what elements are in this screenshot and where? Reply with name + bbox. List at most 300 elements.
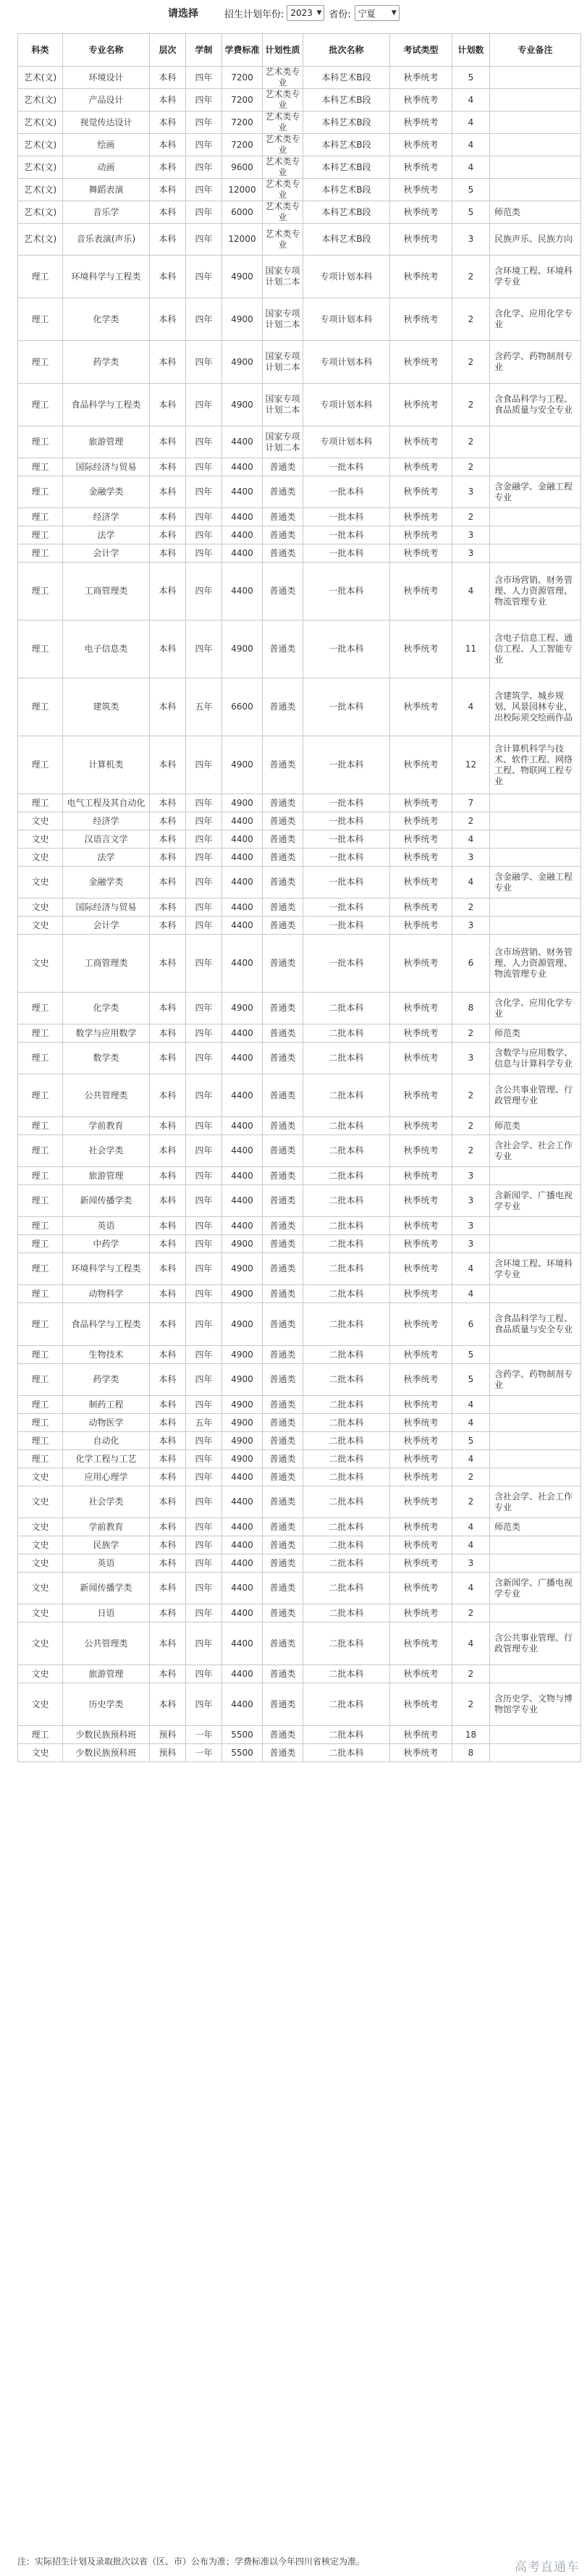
table-row xyxy=(18,508,581,526)
cell-tuition: 4900 xyxy=(222,341,263,384)
cell-plan-count: 3 xyxy=(452,544,490,563)
cell-exam-type: 秋季统考 xyxy=(390,476,452,508)
cell-exam-type: 秋季统考 xyxy=(390,1414,452,1432)
cell-exam-type: 秋季统考 xyxy=(390,1074,452,1117)
cell-category: 理工 xyxy=(18,458,63,476)
cell-duration: 四年 xyxy=(186,1117,222,1135)
cell-exam-type: 秋季统考 xyxy=(390,1167,452,1185)
cell-level: 本科 xyxy=(150,67,186,89)
cell-major: 新闻传播学类 xyxy=(63,1573,150,1604)
cell-tuition: 4900 xyxy=(222,1432,263,1450)
cell-level: 本科 xyxy=(150,89,186,111)
cell-major: 金融学类 xyxy=(63,476,150,508)
table-row xyxy=(18,1554,581,1573)
please-select-label: 请选择 xyxy=(168,8,198,20)
table-row xyxy=(18,1303,581,1346)
cell-tuition: 4400 xyxy=(222,1468,263,1486)
table-row xyxy=(18,1364,581,1396)
year-label: 招生计划年份: xyxy=(224,9,284,20)
cell-tuition: 4400 xyxy=(222,544,263,563)
cell-plan-type: 普通类 xyxy=(263,830,303,849)
table-row xyxy=(18,1468,581,1486)
header-batch: 批次名称 xyxy=(303,34,390,67)
cell-plan-count: 4 xyxy=(452,156,490,179)
cell-level: 预科 xyxy=(150,1744,186,1762)
cell-level: 本科 xyxy=(150,620,186,678)
cell-batch: 二批本科 xyxy=(303,1346,390,1364)
cell-plan-count: 3 xyxy=(452,1217,490,1235)
cell-plan-count: 4 xyxy=(452,134,490,156)
cell-plan-type: 普通类 xyxy=(263,736,303,794)
table-row xyxy=(18,156,581,179)
cell-plan-count: 3 xyxy=(452,1167,490,1185)
cell-exam-type: 秋季统考 xyxy=(390,1665,452,1683)
cell-level: 本科 xyxy=(150,1253,186,1285)
cell-category: 理工 xyxy=(18,1135,63,1167)
cell-category: 理工 xyxy=(18,1432,63,1450)
cell-tuition: 12000 xyxy=(222,179,263,201)
cell-plan-count: 8 xyxy=(452,993,490,1024)
cell-exam-type: 秋季统考 xyxy=(390,1432,452,1450)
cell-batch: 二批本科 xyxy=(303,1167,390,1185)
cell-major: 应用心理学 xyxy=(63,1468,150,1486)
cell-category: 理工 xyxy=(18,1726,63,1744)
cell-category: 理工 xyxy=(18,563,63,620)
table-row xyxy=(18,1217,581,1235)
cell-major: 民族学 xyxy=(63,1536,150,1554)
cell-category: 理工 xyxy=(18,1396,63,1414)
table-row xyxy=(18,1285,581,1303)
cell-category: 理工 xyxy=(18,736,63,794)
cell-plan-count: 2 xyxy=(452,898,490,917)
cell-tuition: 4400 xyxy=(222,1135,263,1167)
cell-remarks xyxy=(490,1432,581,1450)
cell-batch: 二批本科 xyxy=(303,1468,390,1486)
cell-batch: 一批本科 xyxy=(303,526,390,544)
cell-level: 本科 xyxy=(150,917,186,935)
cell-major: 国际经济与贸易 xyxy=(63,458,150,476)
cell-duration: 四年 xyxy=(186,794,222,812)
cell-batch: 二批本科 xyxy=(303,1303,390,1346)
cell-duration: 五年 xyxy=(186,1414,222,1432)
cell-category: 文史 xyxy=(18,1468,63,1486)
cell-level: 本科 xyxy=(150,298,186,341)
cell-remarks xyxy=(490,1235,581,1253)
cell-category: 艺术(文) xyxy=(18,179,63,201)
cell-tuition: 7200 xyxy=(222,111,263,134)
cell-level: 本科 xyxy=(150,1396,186,1414)
cell-category: 文史 xyxy=(18,849,63,867)
cell-remarks: 师范类 xyxy=(490,1117,581,1135)
cell-level: 本科 xyxy=(150,935,186,993)
cell-level: 本科 xyxy=(150,111,186,134)
cell-major: 中药学 xyxy=(63,1235,150,1253)
cell-tuition: 4400 xyxy=(222,1167,263,1185)
cell-duration: 四年 xyxy=(186,508,222,526)
table-row xyxy=(18,179,581,201)
cell-level: 本科 xyxy=(150,1303,186,1346)
cell-duration: 四年 xyxy=(186,1573,222,1604)
cell-remarks: 民族声乐、民族方向 xyxy=(490,224,581,256)
cell-exam-type: 秋季统考 xyxy=(390,563,452,620)
cell-duration: 四年 xyxy=(186,67,222,89)
cell-category: 理工 xyxy=(18,1253,63,1285)
cell-duration: 四年 xyxy=(186,1253,222,1285)
cell-batch: 二批本科 xyxy=(303,1518,390,1536)
cell-category: 理工 xyxy=(18,1235,63,1253)
cell-plan-count: 2 xyxy=(452,508,490,526)
cell-plan-type: 普通类 xyxy=(263,1167,303,1185)
cell-exam-type: 秋季统考 xyxy=(390,898,452,917)
cell-batch: 一批本科 xyxy=(303,563,390,620)
cell-plan-count: 6 xyxy=(452,1303,490,1346)
cell-category: 理工 xyxy=(18,993,63,1024)
cell-category: 理工 xyxy=(18,620,63,678)
year-select[interactable] xyxy=(287,5,324,21)
cell-remarks xyxy=(490,67,581,89)
cell-major: 学前教育 xyxy=(63,1518,150,1536)
cell-batch: 一批本科 xyxy=(303,830,390,849)
cell-plan-type: 普通类 xyxy=(263,1573,303,1604)
cell-plan-type: 国家专项计划二本 xyxy=(263,256,303,298)
cell-batch: 专项计划本科 xyxy=(303,426,390,458)
cell-exam-type: 秋季统考 xyxy=(390,935,452,993)
cell-level: 本科 xyxy=(150,736,186,794)
table-row xyxy=(18,1074,581,1117)
cell-major: 少数民族预科班 xyxy=(63,1726,150,1744)
cell-major: 少数民族预科班 xyxy=(63,1744,150,1762)
cell-level: 本科 xyxy=(150,201,186,224)
table-row xyxy=(18,1024,581,1043)
cell-remarks xyxy=(490,1346,581,1364)
cell-batch: 一批本科 xyxy=(303,508,390,526)
cell-batch: 一批本科 xyxy=(303,678,390,736)
cell-exam-type: 秋季统考 xyxy=(390,620,452,678)
cell-duration: 四年 xyxy=(186,1518,222,1536)
cell-duration: 四年 xyxy=(186,1235,222,1253)
cell-remarks xyxy=(490,508,581,526)
cell-plan-count: 2 xyxy=(452,298,490,341)
chevron-down-icon: ▼ xyxy=(316,9,322,17)
cell-tuition: 4900 xyxy=(222,1303,263,1346)
cell-plan-count: 4 xyxy=(452,563,490,620)
cell-plan-count: 2 xyxy=(452,1665,490,1683)
cell-remarks: 含社会学、社会工作专业 xyxy=(490,1486,581,1518)
cell-batch: 一批本科 xyxy=(303,736,390,794)
cell-exam-type: 秋季统考 xyxy=(390,1117,452,1135)
table-row xyxy=(18,298,581,341)
cell-tuition: 4400 xyxy=(222,898,263,917)
cell-exam-type: 秋季统考 xyxy=(390,1346,452,1364)
cell-major: 计算机类 xyxy=(63,736,150,794)
cell-batch: 二批本科 xyxy=(303,993,390,1024)
cell-remarks xyxy=(490,179,581,201)
cell-exam-type: 秋季统考 xyxy=(390,1744,452,1762)
cell-tuition: 12000 xyxy=(222,224,263,256)
cell-duration: 四年 xyxy=(186,1604,222,1622)
cell-major: 自动化 xyxy=(63,1432,150,1450)
table-row xyxy=(18,1117,581,1135)
cell-level: 本科 xyxy=(150,812,186,830)
cell-duration: 四年 xyxy=(186,1450,222,1468)
cell-exam-type: 秋季统考 xyxy=(390,678,452,736)
cell-major: 化学类 xyxy=(63,993,150,1024)
cell-tuition: 4400 xyxy=(222,867,263,898)
cell-remarks xyxy=(490,1726,581,1744)
cell-tuition: 4400 xyxy=(222,1117,263,1135)
cell-major: 制药工程 xyxy=(63,1396,150,1414)
cell-batch: 二批本科 xyxy=(303,1396,390,1414)
cell-level: 本科 xyxy=(150,898,186,917)
cell-tuition: 5500 xyxy=(222,1726,263,1744)
cell-major: 电子信息类 xyxy=(63,620,150,678)
watermark: 高考直通车 xyxy=(515,2560,580,2575)
cell-exam-type: 秋季统考 xyxy=(390,1683,452,1726)
cell-batch: 专项计划本科 xyxy=(303,341,390,384)
cell-major: 动物科学 xyxy=(63,1285,150,1303)
cell-duration: 四年 xyxy=(186,111,222,134)
cell-major: 视觉传达设计 xyxy=(63,111,150,134)
cell-plan-type: 普通类 xyxy=(263,917,303,935)
cell-plan-type: 普通类 xyxy=(263,544,303,563)
cell-remarks xyxy=(490,917,581,935)
cell-major: 经济学 xyxy=(63,812,150,830)
cell-duration: 四年 xyxy=(186,156,222,179)
cell-category: 文史 xyxy=(18,867,63,898)
cell-plan-type: 普通类 xyxy=(263,1554,303,1573)
cell-batch: 一批本科 xyxy=(303,458,390,476)
cell-tuition: 4900 xyxy=(222,993,263,1024)
cell-plan-count: 2 xyxy=(452,341,490,384)
cell-duration: 四年 xyxy=(186,867,222,898)
cell-duration: 四年 xyxy=(186,1135,222,1167)
cell-plan-count: 2 xyxy=(452,1683,490,1726)
cell-plan-type: 国家专项计划二本 xyxy=(263,298,303,341)
cell-exam-type: 秋季统考 xyxy=(390,179,452,201)
cell-tuition: 4400 xyxy=(222,849,263,867)
cell-tuition: 4900 xyxy=(222,1285,263,1303)
table-row xyxy=(18,867,581,898)
cell-batch: 一批本科 xyxy=(303,917,390,935)
cell-remarks: 含食品科学与工程、食品质量与安全专业 xyxy=(490,1303,581,1346)
cell-plan-count: 4 xyxy=(452,1518,490,1536)
cell-plan-type: 普通类 xyxy=(263,1726,303,1744)
cell-category: 艺术(文) xyxy=(18,224,63,256)
cell-duration: 四年 xyxy=(186,256,222,298)
table-header-row xyxy=(18,34,581,67)
cell-level: 本科 xyxy=(150,678,186,736)
cell-plan-count: 5 xyxy=(452,179,490,201)
cell-remarks: 含药学、药物制剂专业 xyxy=(490,341,581,384)
cell-major: 音乐学 xyxy=(63,201,150,224)
cell-plan-type: 普通类 xyxy=(263,678,303,736)
cell-level: 本科 xyxy=(150,1518,186,1536)
cell-major: 数学类 xyxy=(63,1043,150,1074)
cell-category: 艺术(文) xyxy=(18,134,63,156)
cell-plan-count: 2 xyxy=(452,256,490,298)
cell-remarks: 含建筑学、城乡规划、风景园林专业，出校际须交绘画作品 xyxy=(490,678,581,736)
cell-plan-count: 2 xyxy=(452,1074,490,1117)
table-row xyxy=(18,1414,581,1432)
cell-exam-type: 秋季统考 xyxy=(390,1622,452,1665)
cell-duration: 四年 xyxy=(186,1364,222,1396)
table-row xyxy=(18,563,581,620)
cell-plan-count: 12 xyxy=(452,736,490,794)
cell-tuition: 4400 xyxy=(222,917,263,935)
cell-category: 理工 xyxy=(18,544,63,563)
cell-batch: 二批本科 xyxy=(303,1135,390,1167)
cell-duration: 四年 xyxy=(186,812,222,830)
cell-tuition: 7200 xyxy=(222,67,263,89)
cell-plan-type: 国家专项计划二本 xyxy=(263,341,303,384)
cell-plan-count: 7 xyxy=(452,794,490,812)
cell-major: 环境科学与工程类 xyxy=(63,256,150,298)
table-row xyxy=(18,1450,581,1468)
cell-plan-type: 艺术类专业 xyxy=(263,67,303,89)
cell-category: 理工 xyxy=(18,1043,63,1074)
cell-level: 本科 xyxy=(150,1235,186,1253)
cell-batch: 二批本科 xyxy=(303,1554,390,1573)
cell-duration: 四年 xyxy=(186,201,222,224)
cell-plan-type: 普通类 xyxy=(263,1253,303,1285)
cell-level: 本科 xyxy=(150,1450,186,1468)
province-label: 省份: xyxy=(329,9,351,20)
cell-plan-count: 2 xyxy=(452,1604,490,1622)
cell-major: 动画 xyxy=(63,156,150,179)
cell-remarks xyxy=(490,1744,581,1762)
cell-exam-type: 秋季统考 xyxy=(390,1253,452,1285)
table-row xyxy=(18,1235,581,1253)
cell-duration: 四年 xyxy=(186,1074,222,1117)
cell-exam-type: 秋季统考 xyxy=(390,1135,452,1167)
cell-exam-type: 秋季统考 xyxy=(390,508,452,526)
cell-plan-type: 普通类 xyxy=(263,1303,303,1346)
cell-plan-count: 5 xyxy=(452,1432,490,1450)
cell-plan-count: 2 xyxy=(452,1024,490,1043)
cell-exam-type: 秋季统考 xyxy=(390,134,452,156)
cell-major: 学前教育 xyxy=(63,1117,150,1135)
cell-plan-count: 2 xyxy=(452,1486,490,1518)
cell-major: 建筑类 xyxy=(63,678,150,736)
cell-level: 本科 xyxy=(150,1185,186,1217)
cell-plan-count: 2 xyxy=(452,426,490,458)
cell-plan-count: 2 xyxy=(452,812,490,830)
cell-remarks: 含历史学、文物与博物馆学专业 xyxy=(490,1683,581,1726)
cell-tuition: 4400 xyxy=(222,526,263,544)
cell-major: 食品科学与工程类 xyxy=(63,384,150,426)
cell-plan-type: 普通类 xyxy=(263,1117,303,1135)
cell-exam-type: 秋季统考 xyxy=(390,736,452,794)
cell-duration: 四年 xyxy=(186,1554,222,1573)
cell-plan-count: 3 xyxy=(452,917,490,935)
cell-category: 文史 xyxy=(18,812,63,830)
cell-level: 本科 xyxy=(150,1414,186,1432)
cell-remarks: 师范类 xyxy=(490,201,581,224)
cell-exam-type: 秋季统考 xyxy=(390,298,452,341)
cell-plan-type: 普通类 xyxy=(263,898,303,917)
cell-level: 本科 xyxy=(150,849,186,867)
cell-tuition: 7200 xyxy=(222,89,263,111)
cell-remarks xyxy=(490,111,581,134)
cell-category: 文史 xyxy=(18,1665,63,1683)
cell-remarks xyxy=(490,849,581,867)
cell-tuition: 4400 xyxy=(222,812,263,830)
cell-plan-count: 4 xyxy=(452,1414,490,1432)
table-row xyxy=(18,224,581,256)
table-row xyxy=(18,526,581,544)
table-row xyxy=(18,1135,581,1167)
cell-major: 工商管理类 xyxy=(63,563,150,620)
enrollment-plan-table xyxy=(17,33,581,1762)
cell-category: 艺术(文) xyxy=(18,201,63,224)
cell-remarks xyxy=(490,1396,581,1414)
cell-duration: 四年 xyxy=(186,179,222,201)
table-row xyxy=(18,1043,581,1074)
cell-major: 生物技术 xyxy=(63,1346,150,1364)
cell-plan-type: 普通类 xyxy=(263,1364,303,1396)
table-row xyxy=(18,935,581,993)
cell-level: 本科 xyxy=(150,384,186,426)
cell-remarks xyxy=(490,1665,581,1683)
cell-major: 金融学类 xyxy=(63,867,150,898)
cell-level: 本科 xyxy=(150,179,186,201)
province-select[interactable] xyxy=(355,5,400,21)
cell-exam-type: 秋季统考 xyxy=(390,201,452,224)
cell-plan-count: 4 xyxy=(452,1573,490,1604)
cell-level: 本科 xyxy=(150,1622,186,1665)
cell-exam-type: 秋季统考 xyxy=(390,917,452,935)
cell-plan-type: 普通类 xyxy=(263,1185,303,1217)
cell-tuition: 4900 xyxy=(222,736,263,794)
cell-remarks xyxy=(490,1167,581,1185)
cell-level: 本科 xyxy=(150,458,186,476)
cell-remarks xyxy=(490,134,581,156)
cell-category: 文史 xyxy=(18,917,63,935)
cell-batch: 二批本科 xyxy=(303,1744,390,1762)
cell-level: 本科 xyxy=(150,1432,186,1450)
cell-batch: 二批本科 xyxy=(303,1683,390,1726)
cell-category: 理工 xyxy=(18,1346,63,1364)
cell-batch: 二批本科 xyxy=(303,1043,390,1074)
cell-tuition: 4400 xyxy=(222,1024,263,1043)
table-row xyxy=(18,256,581,298)
cell-level: 本科 xyxy=(150,508,186,526)
table-row xyxy=(18,111,581,134)
cell-remarks xyxy=(490,812,581,830)
cell-batch: 二批本科 xyxy=(303,1450,390,1468)
cell-category: 理工 xyxy=(18,1303,63,1346)
cell-plan-type: 艺术类专业 xyxy=(263,89,303,111)
header-exam-type: 考试类型 xyxy=(390,34,452,67)
cell-exam-type: 秋季统考 xyxy=(390,1235,452,1253)
cell-level: 本科 xyxy=(150,526,186,544)
cell-major: 经济学 xyxy=(63,508,150,526)
table-row xyxy=(18,993,581,1024)
cell-duration: 四年 xyxy=(186,426,222,458)
cell-tuition: 4400 xyxy=(222,1683,263,1726)
cell-exam-type: 秋季统考 xyxy=(390,849,452,867)
cell-remarks xyxy=(490,1554,581,1573)
cell-exam-type: 秋季统考 xyxy=(390,1285,452,1303)
cell-plan-count: 3 xyxy=(452,1185,490,1217)
cell-duration: 四年 xyxy=(186,341,222,384)
cell-major: 旅游管理 xyxy=(63,1167,150,1185)
cell-plan-count: 11 xyxy=(452,620,490,678)
cell-exam-type: 秋季统考 xyxy=(390,1217,452,1235)
cell-plan-type: 艺术类专业 xyxy=(263,201,303,224)
cell-tuition: 4400 xyxy=(222,458,263,476)
cell-major: 绘画 xyxy=(63,134,150,156)
